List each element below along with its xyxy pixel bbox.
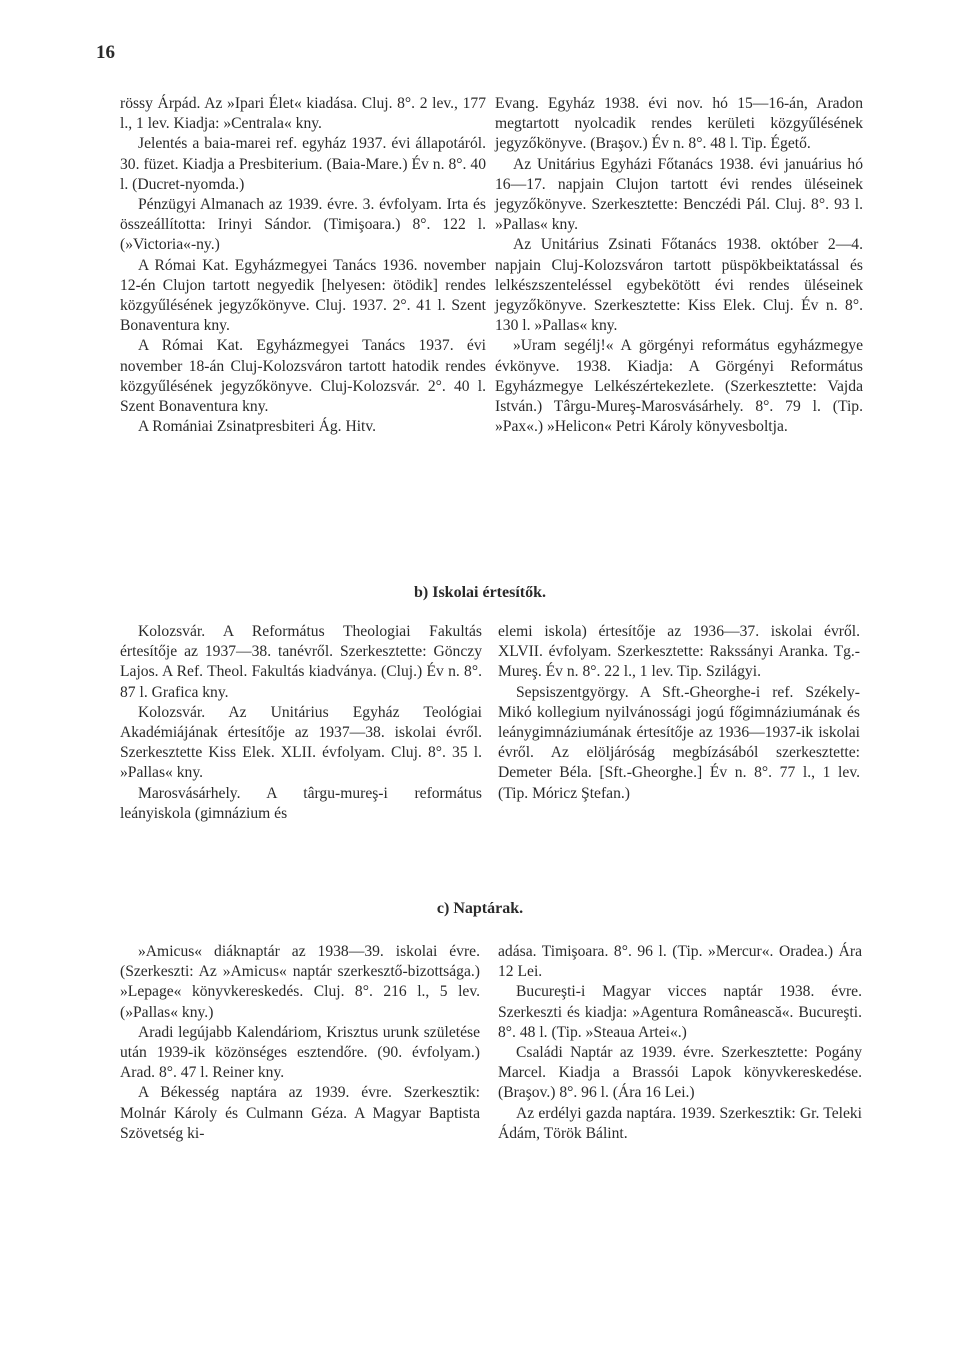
section-heading-iskolai-ertesitok: b) Iskolai értesítők. — [414, 584, 546, 601]
entry-paragraph: Aradi legújabb Kalendáriom, Krisztus urunk születése után 1939-ik közönséges esztendőre. (90. évfolyam.) Arad. 8°. 47 l. Reiner kny. — [120, 1023, 480, 1082]
entry-paragraph: rössy Árpád. Az »Ipari Élet« kiadása. Cluj. 8°. 2 lev., 177 l., 1 lev. Kiadja: »Centrala« kny. — [120, 95, 486, 133]
entry-paragraph: Kolozsvár. Az Unitárius Egyház Teológiai Akadémiájának értesítője az 1937—38. iskolai évről. Szerkesztette Kiss Elek. XLII. évfolyam. Cluj. 8°. 35 l. »Pallas« kny. — [120, 703, 482, 782]
entry-paragraph: »Uram segélj!« A görgényi református egyházmegye évkönyve. 1938. Kiadja: A Görgényi Református Egyházmegye Lelkészértekezlete. (Szerkesztette: Vajda István.) Târgu-Mureş-Marosvásárhely. 8°. 79 l. (Tip. »Pax«.) »Helicon« Petri Károly könyvesboltja. — [495, 337, 863, 436]
section1-right-column — [495, 94, 863, 437]
entry-paragraph: Marosvásárhely. A târgu-mureş-i református leányiskola (gimnázium és — [120, 784, 482, 822]
entry-paragraph: Sepsiszentgyörgy. A Sft.-Gheorghe-i ref. Székely-Mikó kollegium nyilvánossági jogú főgimnáziumának és leánygimnáziumának értesítője az 1936—1937-ik iskolai évről. Az elöljáróság megbízásából szerkesztette: Demeter Béla. [Sft.-Gheorghe.] Év n. 8°. 77 l., 1 lev. (Tip. Móricz Ştefan.) — [498, 683, 860, 802]
section1-left-column — [120, 94, 486, 437]
section3-right-column — [498, 942, 862, 1144]
entry-paragraph: Az Unitárius Zsinati Főtanács 1938. október 2—4. napjain Cluj-Kolozsváron tartott püspökbeiktatással és lelkészszenteléssel egybekötött évi rendes üléseinek jegyzőkönyve. Szerkesztette: Kiss Elek. Cluj. Év n. 8°. 130 l. »Pallas« kny. — [495, 236, 863, 335]
entry-paragraph: A Római Kat. Egyházmegyei Tanács 1936. november 12-én Clujon tartott negyedik [helyesen: ötödik] rendes közgyűlésének jegyzőkönyve. Cluj. 1937. 2°. 41 l. Szent Bonaventura kny. — [120, 256, 486, 335]
section2-right-column — [498, 622, 860, 804]
entry-paragraph: Kolozsvár. A Református Theologiai Fakultás értesítője az 1937—38. tanévről. Szerkesztette: Gönczy Lajos. A Ref. Theol. Fakultás kiadványa. (Cluj.) Év n. 8°. 87 l. Grafica kny. — [120, 623, 482, 701]
section2-left-column — [120, 622, 482, 824]
section3-left-column — [120, 942, 480, 1144]
section-heading-naptarak: c) Naptárak. — [436, 900, 524, 917]
entry-paragraph: Családi Naptár az 1939. évre. Szerkesztette: Pogány Marcel. Kiadja a Brassói Lapok könyvkereskedése. (Braşov.) 8°. 96 l. (Ára 16 Lei.) — [498, 1044, 862, 1102]
entry-paragraph: Evang. Egyház 1938. évi nov. hó 15—16-án, Aradon megtartott nyolcadik rendes kerületi közgyűlésének jegyzőkönyve. (Braşov.) Év n. 8°. 48 l. Tip. Égető. — [495, 95, 863, 153]
entry-paragraph: Az Unitárius Egyházi Főtanács 1938. évi januárius hó 16—17. napjain Clujon tartott évi rendes üléseinek jegyzőkönyve. Szerkesztette: Benczédi Pál. Cluj. 8°. 93 l. »Pallas« kny. — [495, 155, 863, 234]
entry-paragraph: A Békesség naptára az 1939. évre. Szerkesztik: Molnár Károly és Culmann Géza. A Magyar Baptista Szövetség ki- — [120, 1084, 480, 1142]
entry-paragraph: Az erdélyi gazda naptára. 1939. Szerkesztik: Gr. Teleki Ádám, Török Bálint. — [498, 1104, 862, 1142]
entry-paragraph: Jelentés a baia-marei ref. egyház 1937. évi állapotáról. 30. füzet. Kiadja a Presbiterium. (Baia-Mare.) Év n. 8°. 40 l. (Ducret-nyomda.) — [120, 135, 486, 193]
entry-paragraph: A Romániai Zsinatpresbiteri Ág. Hitv. — [138, 418, 377, 436]
entry-paragraph: Pénzügyi Almanach az 1939. évre. 3. évfolyam. Irta és összeállította: Irinyi Sándor. (Timişoara.) 8°. 122 l. (»Victoria«-ny.) — [120, 196, 486, 254]
entry-paragraph: adása. Timişoara. 8°. 96 l. (Tip. »Mercur«. Oradea.) Ára 12 Lei. — [498, 943, 862, 981]
page-number: 16 — [96, 42, 115, 63]
entry-paragraph: »Amicus« diáknaptár az 1938—39. iskolai évre. (Szerkeszti: Az »Amicus« naptár szerkesztő-bizottsága.) »Lepage« könyvkereskedés. Cluj. 8°. 216 l., 5 lev. (»Pallas« kny.) — [120, 943, 480, 1021]
entry-paragraph: A Római Kat. Egyházmegyei Tanács 1937. évi november 18-án Cluj-Kolozsváron tartott hatodik rendes közgyűlésének jegyzőkönyve. Cluj-Kolozsvár. 2°. 40 l. Szent Bonaventura kny. — [120, 337, 486, 416]
entry-paragraph: Bucureşti-i Magyar vicces naptár 1938. évre. Szerkeszti és kiadja: »Agentura Românească«. Bucureşti. 8°. 48 l. (Tip. »Steaua Artei«.) — [498, 983, 862, 1041]
entry-paragraph: elemi iskola) értesítője az 1936—37. iskolai évről. XLVII. évfolyam. Szerkesztette: Rakssányi Aranka. Tg.-Mureş. Év n. 8°. 22 l., 1 lev. Tip. Szilágyi. — [498, 623, 860, 681]
